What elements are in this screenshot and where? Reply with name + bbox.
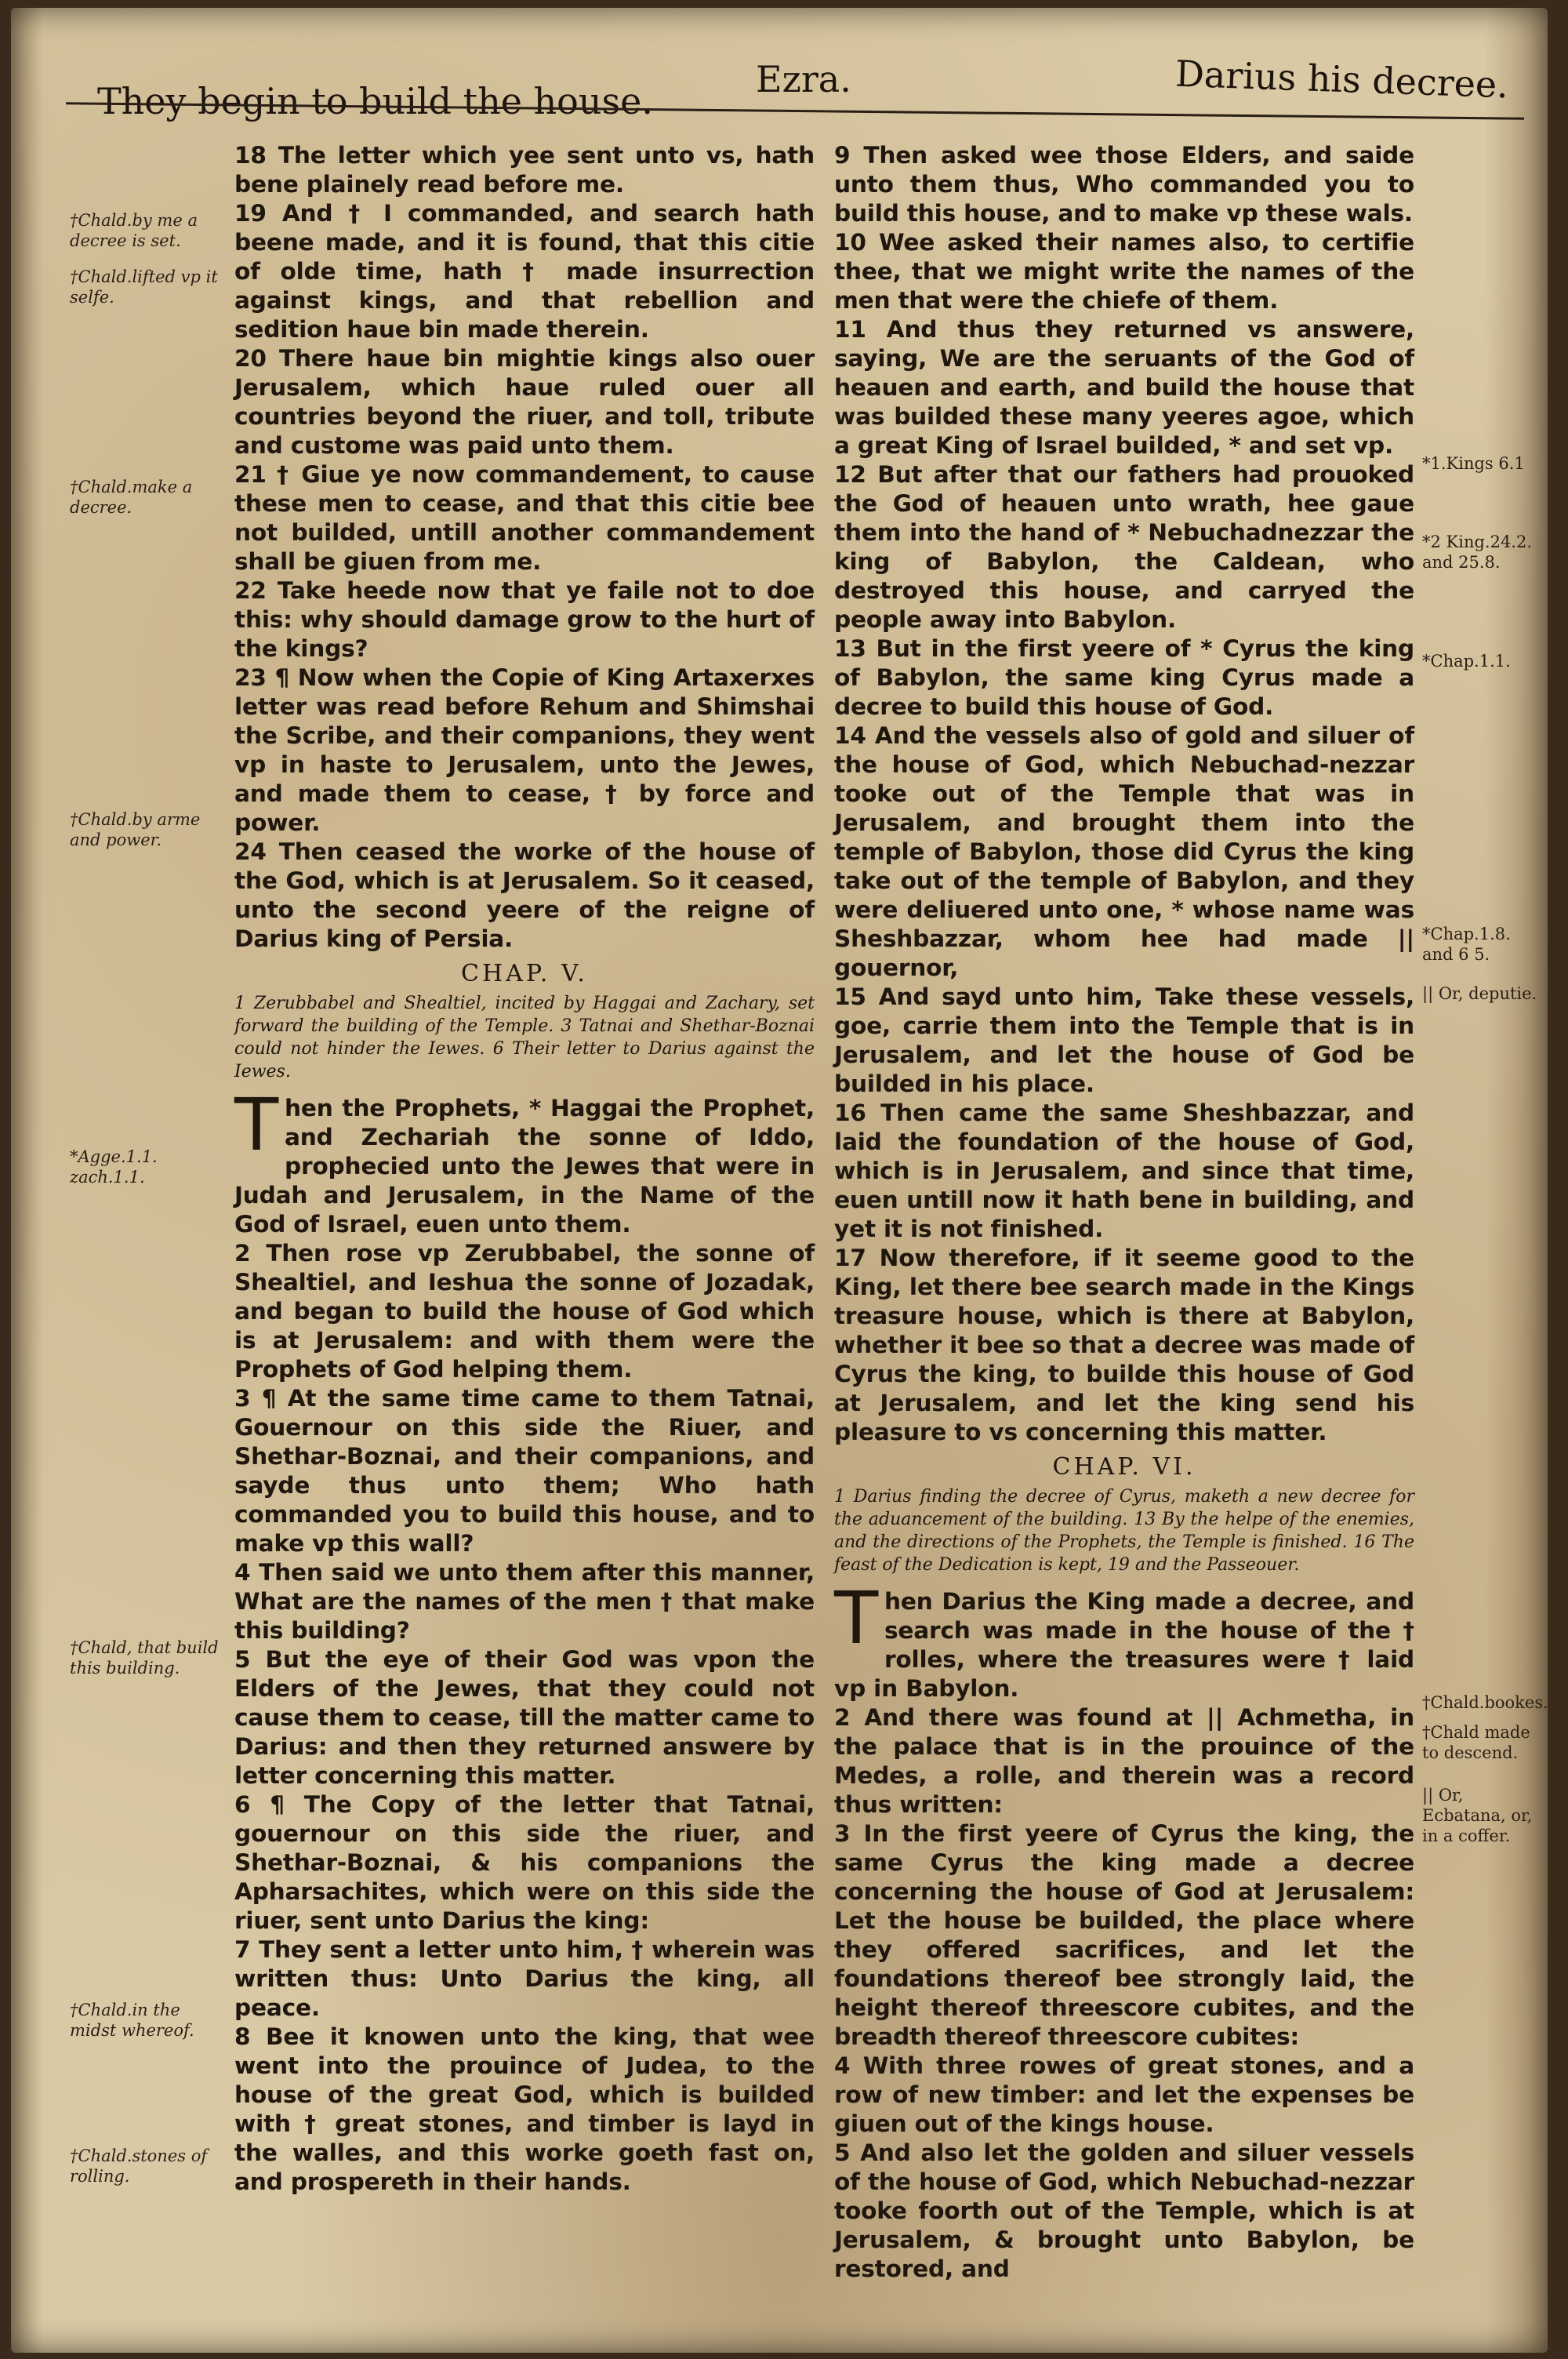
running-header <box>66 39 1524 133</box>
verse: 9 Then asked wee those Elders, and saide unto them thus, Who commanded you to build this house, and to make vp these wals. <box>834 142 1414 227</box>
margin-note: †Chald.bookes. <box>1422 1693 1548 1712</box>
verse: 16 Then came the same Sheshbazzar, and laid the foundation of the house of God, which is in Jerusalem, and since that time, euen untill now it hath bene in building, and yet it is not finished. <box>834 1100 1414 1242</box>
verse: 6 ¶ The Copy of the letter that Tatnai, gouernour on this side the riuer, and Shethar-Boznai, & his companions the Apharsachites, which were on this side the riuer, sent unto Darius the king: <box>234 1791 815 1934</box>
verse: 8 Bee it knowen unto the king, that wee went into the prouince of Judea, to the house of the great God, which is builded with † great stones, and timber is layd in the walles, and this worke goeth fast on, and prospereth in their hands. <box>234 2023 815 2195</box>
verse-first <box>234 1083 815 1239</box>
verse: 2 Then rose vp Zerubbabel, the sonne of Shealtiel, and Ieshua the sonne of Jozadak, and began to build the house of God which is at Jerusalem: and with them were the Prophets of God helping them. <box>234 1240 815 1383</box>
margin-note: †Chald, that build this building. <box>70 1638 219 1677</box>
right-text-column <box>834 141 1414 2284</box>
margin-note: †Chald.stones of rolling. <box>70 2146 208 2186</box>
verse: 22 Take heede now that ye faile not to doe this: why should damage grow to the hurt of the kings? <box>234 577 815 662</box>
verse: 12 But after that our fathers had prouoked the God of heauen unto wrath, hee gaue them into the hand of * Nebuchadnezzar the king of Babylon, the Caldean, who destroyed this house, and carryed the people away into Babylon. <box>834 461 1414 633</box>
margin-note: †Chald.lifted vp it selfe. <box>70 267 218 307</box>
margin-note: *2 King.24.2. and 25.8. <box>1422 533 1533 572</box>
verse: 7 They sent a letter unto him, † wherein was written thus: Unto Darius the king, all peace. <box>234 1936 815 2021</box>
header-left-title: They begin to build the house. <box>97 80 653 122</box>
verse-first <box>834 1576 1414 1703</box>
margin-note: || Or, Ecbatana, or, in a coffer. <box>1422 1786 1533 1845</box>
chapter-summary: 1 Zerubbabel and Shealtiel, incited by Haggai and Zachary, set forward the building of the Temple. 3 Tatnai and Shethar-Boznai could not hinder the Iewes. 6 Their letter to Darius against the Iewes. <box>234 994 815 1081</box>
verse-text: hen Darius the King made a decree, and search was made in the house of the † rolles, where the treasures were † laid vp in Babylon. <box>834 1588 1414 1702</box>
margin-note: †Chald.by me a decree is set. <box>70 211 198 250</box>
margin-note: *Chap.1.8. and 6 5. <box>1422 925 1511 964</box>
drop-cap: T <box>834 1576 878 1660</box>
margin-note: †Chald made to descend. <box>1422 1723 1530 1762</box>
verse: 10 Wee asked their names also, to certifie thee, that we might write the names of the men that were the chiefe of them. <box>834 229 1414 314</box>
verse: 5 But the eye of their God was vpon the Elders of the Jewes, that they could not cause them to cease, till the matter came to Darius: and then they returned answere by letter concerning this matter. <box>234 1646 815 1789</box>
margin-note: †Chald.make a decree. <box>70 478 193 517</box>
verse: 20 There haue bin mightie kings also ouer Jerusalem, which haue ruled ouer all countries beyond the riuer, and toll, tribute and custome was paid unto them. <box>234 345 815 459</box>
margin-note: *1.Kings 6.1 <box>1422 454 1525 473</box>
verse: 18 The letter which yee sent unto vs, hath bene plainely read before me. <box>234 142 815 198</box>
verse: 24 Then ceased the worke of the house of the God, which is at Jerusalem. So it ceased, unto the second yeere of the reigne of Darius king of Persia. <box>234 838 815 952</box>
header-book-name: Ezra. <box>756 58 851 100</box>
verse: 23 ¶ Now when the Copie of King Artaxerxes letter was read before Rehum and Shimshai the Scribe, and their companions, they went vp in haste to Jerusalem, unto the Jewes, and made them to cease, † by force and power. <box>234 664 815 836</box>
verse: 4 Then said we unto them after this manner, What are the names of the men † that make this building? <box>234 1559 815 1644</box>
margin-note: †Chald.in the midst whereof. <box>70 2001 194 2040</box>
margin-note: †Chald.by arme and power. <box>70 810 201 849</box>
verse-text: hen the Prophets, * Haggai the Prophet, and Zechariah the sonne of Iddo, prophecied unto the Jewes that were in Judah and Jerusalem, in the Name of the God of Israel, euen unto them. <box>234 1095 815 1238</box>
header-right-title: Darius his decree. <box>1174 52 1509 107</box>
book-page <box>11 8 1548 2353</box>
verse: 15 And sayd unto him, Take these vessels, goe, carrie them into the Temple that is in Jerusalem, and let the house of God be builded in his place. <box>834 983 1414 1097</box>
chapter-heading: CHAP. VI. <box>1052 1453 1196 1481</box>
chapter-heading: CHAP. V. <box>461 960 588 987</box>
verse: 3 In the first yeere of Cyrus the king, the same Cyrus the king made a decree concerning the house of God at Jerusalem: Let the house be builded, the place where they offered sacrifices, and let the foundations thereof bee strongly laid, the height thereof threescore cubites, and the breadth thereof threescore cubites: <box>834 1820 1414 2050</box>
verse: 11 And thus they returned vs answere, saying, We are the seruants of the God of heauen and earth, and build the house that was builded these many yeeres agoe, which a great King of Israel builded, * and set vp. <box>834 316 1414 459</box>
verse: 14 And the vessels also of gold and siluer of the house of God, which Nebuchad-nezzar tooke out of the Temple that was in Jerusalem, and brought them into the temple of Babylon, those did Cyrus the king take out of the temple of Babylon, and they were deliuered unto one, * whose name was Sheshbazzar, whom hee had made || gouernor, <box>834 722 1414 981</box>
verse: 17 Now therefore, if it seeme good to the King, let there bee search made in the Kings treasure house, which is there at Babylon, whether it bee so that a decree was made of Cyrus the king, to builde this house of God at Jerusalem, and let the king send his pleasure to vs concerning this matter. <box>834 1245 1414 1445</box>
left-text-column <box>234 141 815 2197</box>
verse: 2 And there was found at || Achmetha, in the palace that is in the prouince of the Medes, a rolle, and therein was a record thus written: <box>834 1704 1414 1818</box>
verse: 21 † Giue ye now commandement, to cause these men to cease, and that this citie bee not builded, untill another commandement shall be giuen from me. <box>234 461 815 575</box>
margin-note: *Chap.1.1. <box>1422 652 1511 671</box>
verse: 3 ¶ At the same time came to them Tatnai, Gouernour on this side the Riuer, and Shethar-Boznai, and their companions, and sayde thus unto them; Who hath commanded you to build this house, and to make vp this wall? <box>234 1385 815 1557</box>
margin-note: *Agge.1.1. zach.1.1. <box>70 1147 158 1187</box>
drop-cap: T <box>234 1083 278 1167</box>
verse: 13 But in the first yeere of * Cyrus the king of Babylon, the same king Cyrus made a decree to build this house of God. <box>834 635 1414 720</box>
verse: 19 And † I commanded, and search hath beene made, and it is found, that this citie of olde time, hath † made insurrection against kings, and that rebellion and sedition haue bin made therein. <box>234 200 815 343</box>
verse: 5 And also let the golden and siluer vessels of the house of God, which Nebuchad-nezzar tooke foorth out of the Temple, which is at Jerusalem, & brought unto Babylon, be restored, and <box>834 2139 1414 2282</box>
chapter-summary: 1 Darius finding the decree of Cyrus, maketh a new decree for the aduancement of the building. 13 By the helpe of the enemies, and the directions of the Prophets, the Temple is finished. 16 The feast of the Dedication is kept, 19 and the Passeouer. <box>834 1487 1414 1575</box>
margin-note: || Or, deputie. <box>1422 984 1537 1003</box>
verse: 4 With three rowes of great stones, and a row of new timber: and let the expenses be giuen out of the kings house. <box>834 2052 1414 2137</box>
